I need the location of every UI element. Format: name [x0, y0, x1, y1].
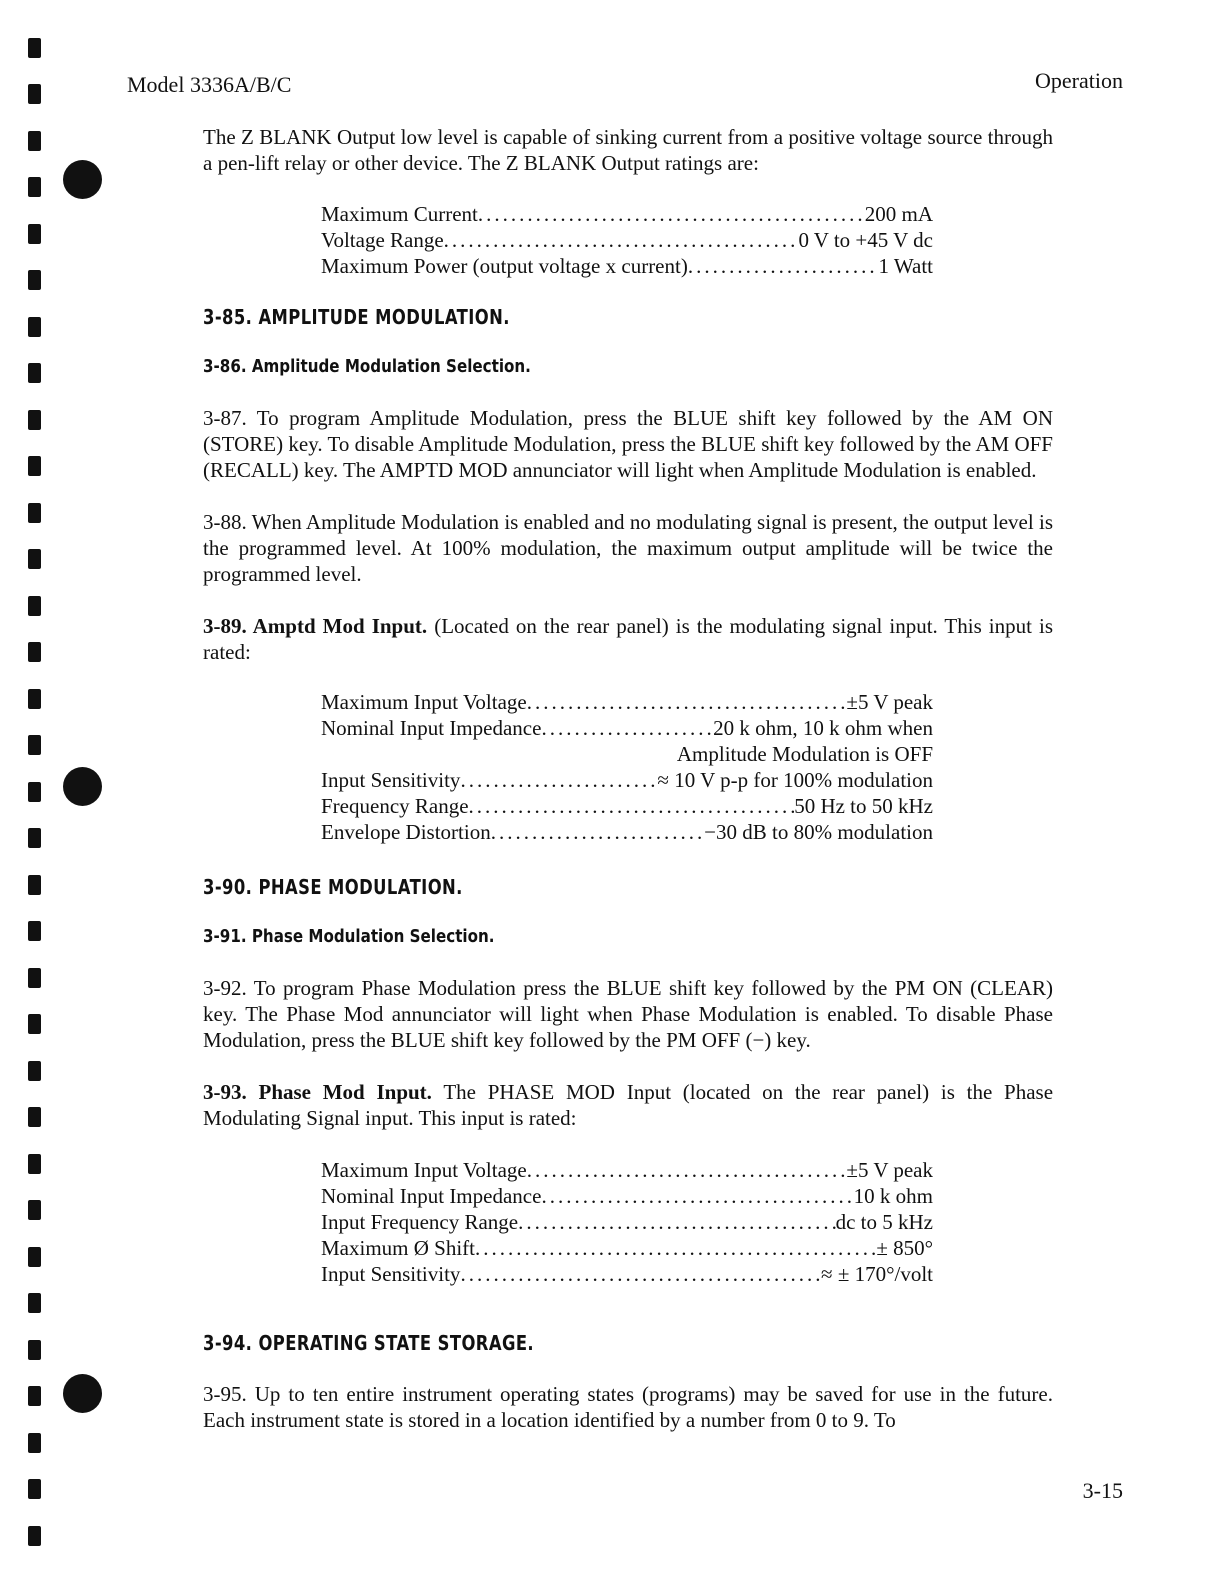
paragraph-body: The PHASE MOD Input (located on the rear panel) is the Phase Modulating Signal input. This input is rated: — [203, 1080, 1054, 1130]
intro-paragraph: The Z BLANK Output low level is capable of sinking current from a positive voltage source through a pen-lift relay or other device. The Z BLANK Output ratings are: — [203, 125, 1053, 175]
paragraph-3-92: 3-92. To program Phase Modulation press the BLUE shift key followed by the PM ON (CLEAR) key. The Phase Mod annunciator will light when Phase Modulation is enabled. To disable Phase Modulation, press the BLUE shift key followed by the PM OFF (−) key. — [203, 976, 1053, 1052]
spec-row — [321, 1157, 933, 1183]
spec-row — [321, 819, 933, 845]
header-section: Operation — [1035, 68, 1123, 93]
paragraph-3-88: 3-88. When Amplitude Modulation is enabled and no modulating signal is present, the output level is the programmed level. At 100% modulation, the maximum output amplitude will be twice the programmed level. — [203, 510, 1053, 586]
spec-row — [321, 1261, 933, 1287]
section-heading-3-90: 3-90. PHASE MODULATION. — [203, 875, 463, 899]
spec-row — [321, 227, 933, 253]
spec-row — [321, 793, 933, 819]
section-heading-3-86: 3-86. Amplitude Modulation Selection. — [203, 356, 531, 377]
paragraph-3-93 — [203, 1079, 1053, 1131]
spec-label: Voltage Range — [321, 228, 444, 252]
spec-label: Nominal Input Impedance — [321, 716, 542, 740]
spec-value: ±5 V peak — [846, 1158, 933, 1182]
paragraph-3-89 — [203, 613, 1053, 665]
paragraph-body: (Located on the rear panel) is the modulating signal input. This input is rated: — [203, 614, 1054, 664]
spec-value: ±5 V peak — [846, 690, 933, 714]
spec-value: dc to 5 kHz — [835, 1210, 933, 1234]
spec-label: Envelope Distortion — [321, 820, 491, 844]
spec-label: Maximum Input Voltage — [321, 690, 527, 714]
spec-row — [321, 1235, 933, 1261]
zblank-spec-table — [321, 201, 933, 279]
spec-value: ± 850° — [876, 1236, 933, 1260]
spec-label: Maximum Current — [321, 202, 478, 226]
spec-row — [321, 767, 933, 793]
spec-value: 200 mA — [864, 202, 933, 226]
spec-row — [321, 1209, 933, 1235]
punch-hole — [63, 160, 102, 199]
spec-value: 10 k ohm — [853, 1184, 933, 1208]
spec-value: 20 k ohm, 10 k ohm when — [713, 716, 933, 740]
spec-row — [321, 689, 933, 715]
spec-label: Maximum Ø Shift — [321, 1236, 476, 1260]
paragraph-lead: 3-89. Amptd Mod Input. — [203, 614, 428, 638]
header-model: Model 3336A/B/C — [127, 72, 292, 97]
spec-row — [321, 201, 933, 227]
paragraph-3-87: 3-87. To program Amplitude Modulation, press the BLUE shift key followed by the AM ON (STORE) key. To disable Amplitude Modulation, press the BLUE shift key followed by the AM OFF (RECALL) key. The AMPTD MOD annunciator will light when Amplitude Modulation is enabled. — [203, 406, 1053, 482]
spec-label: Input Sensitivity — [321, 768, 461, 792]
section-heading-3-94: 3-94. OPERATING STATE STORAGE. — [203, 1331, 535, 1355]
spec-label: Frequency Range — [321, 794, 469, 818]
spec-label: Maximum Input Voltage — [321, 1158, 527, 1182]
punch-hole — [63, 767, 102, 806]
paragraph-3-95: 3-95. Up to ten entire instrument operating states (programs) may be saved for use in the future. Each instrument state is stored in a location identified by a number from 0 to 9. To — [203, 1382, 1053, 1432]
spec-value: 0 V to +45 V dc — [798, 228, 933, 252]
spec-value-continuation: Amplitude Modulation is OFF — [676, 742, 933, 766]
spec-value: 50 Hz to 50 kHz — [794, 794, 933, 818]
am-spec-table — [321, 689, 933, 845]
spec-label: Maximum Power (output voltage x current) — [321, 254, 688, 278]
pm-spec-table — [321, 1157, 933, 1287]
spec-row — [321, 715, 933, 741]
punch-hole — [63, 1374, 102, 1413]
spec-row — [321, 1183, 933, 1209]
page-number: 3-15 — [1082, 1478, 1123, 1503]
spec-label: Nominal Input Impedance — [321, 1184, 542, 1208]
punch-holes — [0, 0, 110, 1584]
spec-value: ≈ ± 170°/volt — [821, 1262, 933, 1286]
spec-label: Input Frequency Range — [321, 1210, 519, 1234]
spec-value: ≈ 10 V p-p for 100% modulation — [657, 768, 933, 792]
spec-label: Input Sensitivity — [321, 1262, 461, 1286]
spec-row — [321, 253, 933, 279]
spec-value: 1 Watt — [878, 254, 933, 278]
paragraph-lead: 3-93. Phase Mod Input. — [203, 1080, 432, 1104]
section-heading-3-85: 3-85. AMPLITUDE MODULATION. — [203, 305, 510, 329]
page-content — [203, 124, 1053, 1433]
spec-value: −30 dB to 80% modulation — [704, 820, 933, 844]
section-heading-3-91: 3-91. Phase Modulation Selection. — [203, 926, 495, 947]
